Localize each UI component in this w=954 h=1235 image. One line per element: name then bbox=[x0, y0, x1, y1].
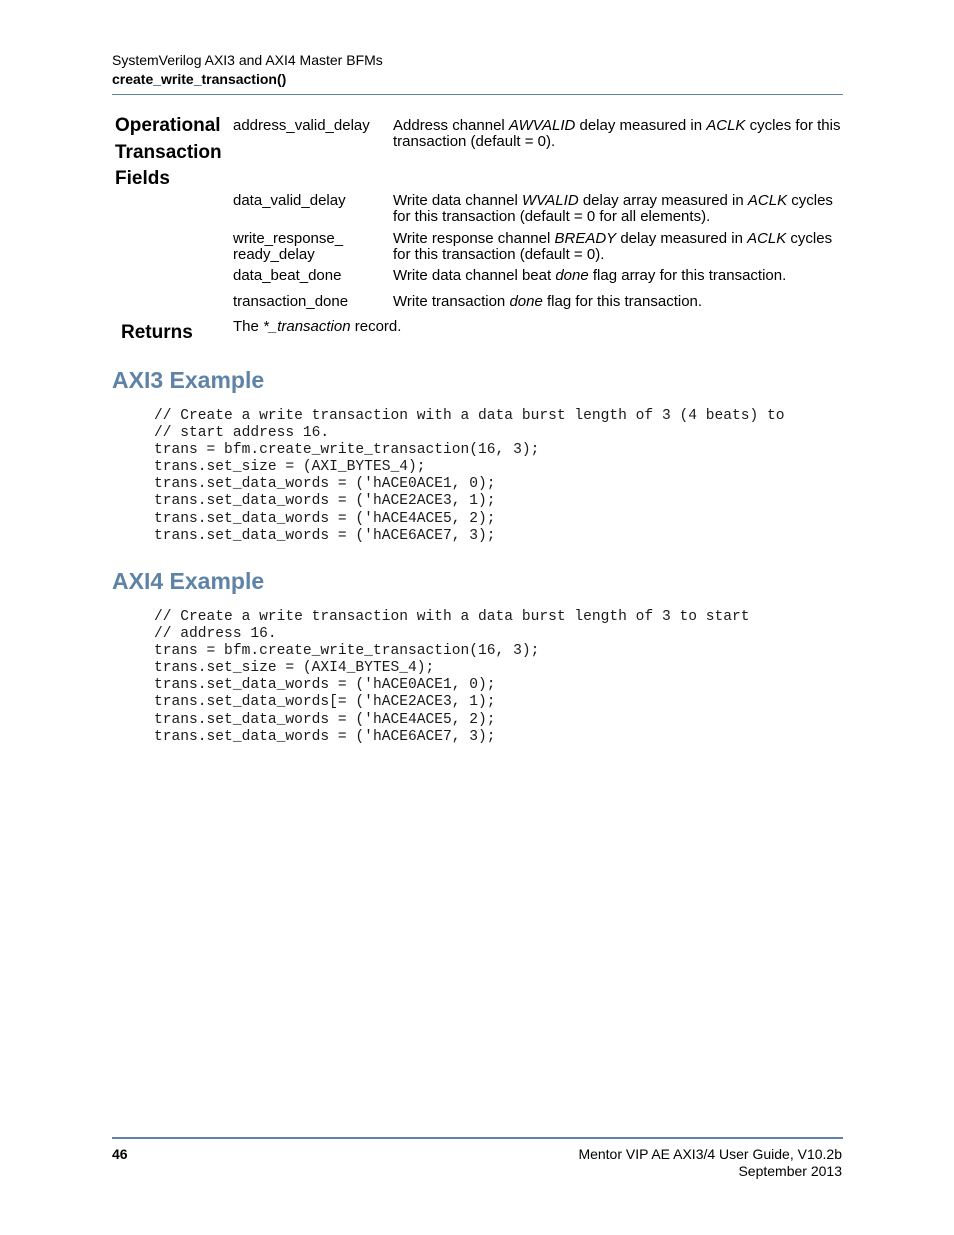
operational-label-line: Fields bbox=[115, 168, 170, 189]
emphasis-text: *_transaction bbox=[263, 318, 351, 335]
text-run: Write data channel bbox=[393, 192, 522, 209]
running-header-section: create_write_transaction() bbox=[112, 71, 287, 87]
text-run: Write response channel bbox=[393, 230, 555, 247]
text-run: Write data channel beat bbox=[393, 267, 556, 284]
text-run: flag for this transaction. bbox=[542, 293, 703, 310]
emphasis-text: ACLK bbox=[747, 230, 787, 247]
emphasis-text: AWVALID bbox=[508, 117, 576, 134]
emphasis-text: WVALID bbox=[521, 192, 579, 209]
axi4-example-heading: AXI4 Example bbox=[112, 568, 265, 594]
emphasis-text: ACLK bbox=[747, 192, 788, 209]
text-run: flag array for this transaction. bbox=[588, 267, 787, 284]
returns-label: Returns bbox=[121, 322, 193, 343]
page-number: 46 bbox=[112, 1146, 128, 1162]
header-rule bbox=[112, 94, 843, 95]
footer-info bbox=[578, 1146, 842, 1180]
field-description bbox=[393, 231, 843, 263]
operational-fields-label bbox=[115, 113, 222, 193]
emphasis-text: ACLK bbox=[706, 117, 746, 134]
text-run: record. bbox=[350, 318, 402, 335]
footer-rule bbox=[112, 1137, 843, 1139]
text-run: Write transaction bbox=[393, 293, 510, 310]
text-run: delay measured in bbox=[616, 230, 748, 247]
text-run: cycles for this transaction (default = 0 for all elements). bbox=[393, 192, 833, 225]
axi4-code-block: // Create a write transaction with a data burst length of 3 to start // address 16. trans = bfm.create_write_transaction(16, 3); trans.set_size = (AXI4_BYTES_4); trans.set_data_words = ('hACE0ACE1, 0); trans.set_data_words[= ('hACE2ACE3, 1); trans.set_data_words = ('hACE4ACE5, 2); trans.set_data_words = ('hACE6ACE7, 3); bbox=[154, 609, 750, 745]
footer-date: September 2013 bbox=[738, 1163, 842, 1179]
field-description bbox=[393, 294, 843, 310]
text-run: The bbox=[233, 318, 264, 335]
text-run: cycles for this transaction (default = 0). bbox=[393, 230, 833, 263]
axi3-example-heading: AXI3 Example bbox=[112, 367, 265, 393]
field-name: write_response_ ready_delay bbox=[233, 230, 344, 263]
text-run: delay measured in bbox=[575, 117, 707, 134]
field-name: data_valid_delay bbox=[233, 192, 346, 209]
field-description bbox=[393, 268, 843, 284]
text-run: cycles for this transaction (default = 0). bbox=[393, 117, 841, 150]
field-description bbox=[393, 118, 843, 150]
emphasis-text: done bbox=[555, 267, 589, 284]
emphasis-text: done bbox=[509, 293, 543, 310]
returns-description bbox=[233, 319, 401, 335]
field-name: address_valid_delay bbox=[233, 117, 370, 134]
operational-label-line: Transaction bbox=[115, 141, 222, 163]
field-name: data_beat_done bbox=[233, 267, 342, 284]
text-run: delay array measured in bbox=[578, 192, 748, 209]
axi3-code-block: // Create a write transaction with a data burst length of 3 (4 beats) to // start address 16. trans = bfm.create_write_transaction(16, 3); trans.set_size = (AXI_BYTES_4); trans.set_data_words = ('hACE0ACE1, 0); trans.set_data_words = ('hACE2ACE3, 1); trans.set_data_words = ('hACE4ACE5, 2); trans.set_data_words = ('hACE6ACE7, 3); bbox=[154, 408, 785, 544]
running-header-chapter: SystemVerilog AXI3 and AXI4 Master BFMs bbox=[112, 52, 383, 68]
operational-label-line: Operational bbox=[115, 115, 221, 136]
field-name: transaction_done bbox=[233, 293, 349, 310]
footer-guide-title: Mentor VIP AE AXI3/4 User Guide, V10.2b bbox=[578, 1146, 842, 1162]
text-run: Address channel bbox=[393, 117, 509, 134]
emphasis-text: BREADY bbox=[554, 230, 617, 247]
field-description bbox=[393, 193, 843, 225]
